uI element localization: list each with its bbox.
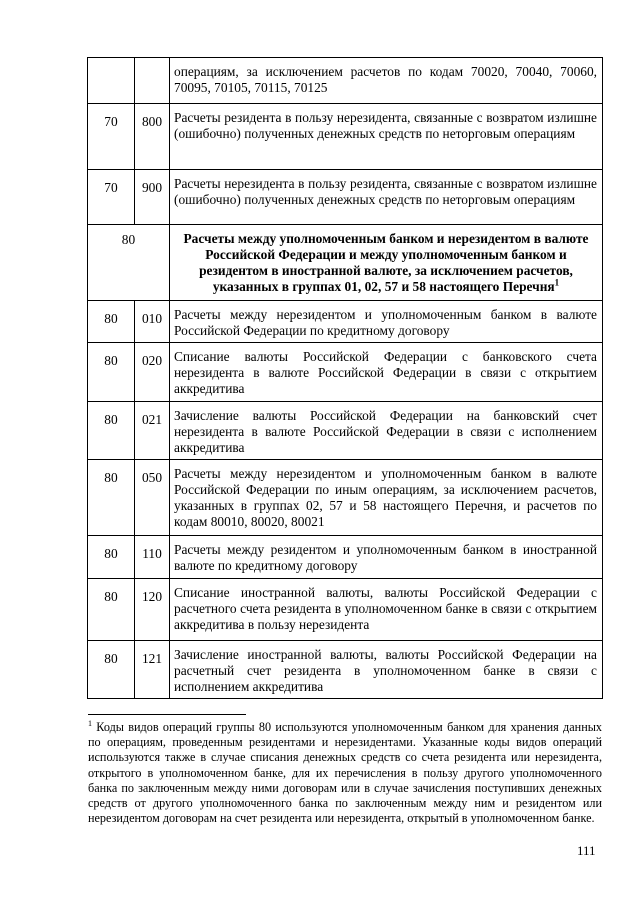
group-header-title [170, 225, 603, 301]
group-code-cell: 70 [88, 170, 135, 225]
operation-code-cell: 010 [135, 301, 170, 343]
operation-description: Расчеты между нерезидентом и уполномоченным банком в валюте Российской Федерации по кредитному договору [170, 301, 603, 343]
table-row [88, 104, 603, 170]
operation-description: Списание валюты Российской Федерации с банковского счета нерезидента в валюте Российской Федерации в связи с открытием аккредитива [170, 343, 603, 402]
table-row [88, 579, 603, 641]
group-code-cell: 80 [88, 343, 135, 402]
table-row [88, 170, 603, 225]
group-code-cell: 80 [88, 402, 135, 460]
operation-code-cell: 020 [135, 343, 170, 402]
operation-code-cell [135, 58, 170, 104]
footnote-separator [88, 714, 246, 715]
operation-code-cell: 800 [135, 104, 170, 170]
page-number: 111 [577, 843, 596, 858]
footnote-reference: 1 [554, 277, 560, 288]
table-row [88, 402, 603, 460]
table-row [88, 301, 603, 343]
operation-description: Расчеты между нерезидентом и уполномоченным банком в валюте Российской Федерации по иным операциям, за исключением расчетов, указанных в группах 02, 57 и 58 настоящего Перечня, и расчетов по кодам 80010, 80020, 80021 [170, 460, 603, 536]
group-code-cell: 80 [88, 641, 135, 699]
group-code-cell: 70 [88, 104, 135, 170]
table-row [88, 536, 603, 579]
table-row [88, 460, 603, 536]
group-code-cell: 80 [88, 460, 135, 536]
operation-code-cell: 110 [135, 536, 170, 579]
footnote-text: Коды видов операций группы 80 используются уполномоченным банком для хранения данных по операциям, проведенным резидентами и нерезидентами. Указанные коды видов операций используются также в случае списания денежных средств со счета резидента или нерезидента, открытого в уполномоченном банке, для их перечисления в пользу другого уполномоченного банка по заключенным между ними договорам или в случае зачисления поступивших денежных средств от другого уполномоченного банка по заключенным между ним и резидентом или нерезидентом договорам на счет резидента или нерезидента, открытый в уполномоченном банке. [88, 720, 602, 826]
group-code-cell: 80 [88, 301, 135, 343]
operation-description: Зачисление иностранной валюты, валюты Российской Федерации на расчетный счет резидента в уполномоченном банке в связи с исполнением аккредитива [170, 641, 603, 699]
operation-code-cell: 120 [135, 579, 170, 641]
group-code-cell: 80 [88, 579, 135, 641]
operation-code-cell: 021 [135, 402, 170, 460]
operation-description: Расчеты между резидентом и уполномоченным банком в иностранной валюте по кредитному договору [170, 536, 603, 579]
operation-description: операциям, за исключением расчетов по кодам 70020, 70040, 70060, 70095, 70105, 70115, 70125 [170, 58, 603, 104]
table-row [88, 343, 603, 402]
group-code-cell [88, 58, 135, 104]
group-header-code: 80 [88, 225, 170, 301]
operation-code-cell: 050 [135, 460, 170, 536]
table-row [88, 641, 603, 699]
footnote [88, 720, 602, 826]
operation-description: Зачисление валюты Российской Федерации на банковский счет нерезидента в валюте Российской Федерации в связи с исполнением аккредитива [170, 402, 603, 460]
operation-description: Расчеты резидента в пользу нерезидента, связанные с возвратом излишне (ошибочно) полученных денежных средств по неторговым операциям [170, 104, 603, 170]
group-code-cell: 80 [88, 536, 135, 579]
operation-code-cell: 121 [135, 641, 170, 699]
table-row [88, 58, 603, 104]
operation-description: Списание иностранной валюты, валюты Российской Федерации с расчетного счета резидента в уполномоченном банке в связи с открытием аккредитива в пользу нерезидента [170, 579, 603, 641]
operation-codes-table [87, 57, 603, 699]
footnote-mark: 1 [88, 718, 92, 728]
group-header-title-text: Расчеты между уполномоченным банком и нерезидентом в валюте Российской Федерации и между уполномоченным банком и резидентом в иностранной валюте, за исключением расчетов, указанных в группах 01, 02, 57 и 58 настоящего Перечня [183, 231, 589, 294]
operation-description: Расчеты нерезидента в пользу резидента, связанные с возвратом излишне (ошибочно) полученных денежных средств по неторговым операциям [170, 170, 603, 225]
operation-code-cell: 900 [135, 170, 170, 225]
group-header-row [88, 225, 603, 301]
